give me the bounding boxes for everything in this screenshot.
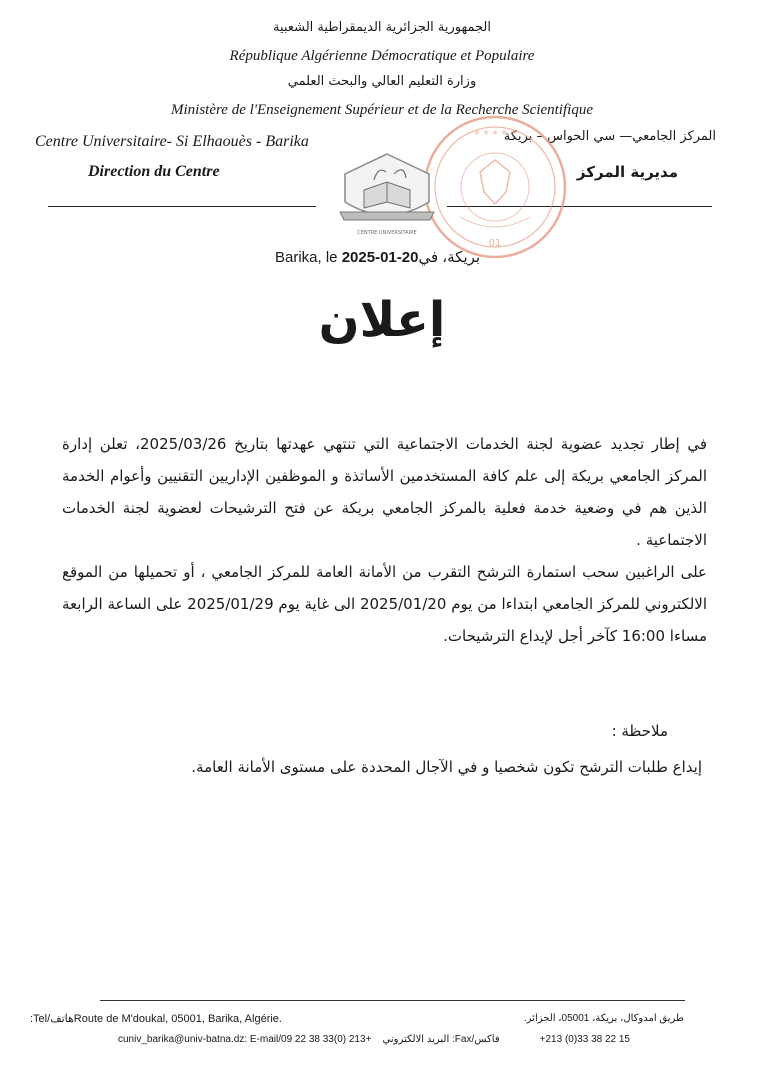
official-stamp-icon — [420, 112, 570, 262]
body-paragraph-1: في إطار تجديد عضوية لجنة الخدمات الاجتماعية التي تنتهي عهدتها بتاريخ 2025/03/26، تعلن إدارة المركز الجامعي بريكة إلى علم كافة المستخدمين الأساتذة و الموظفين الإداريين التقنيين وأعوام الخدمة الذين هم في وضعية خدمة فعلية بالمركز الجامعي بريكة عن فتح الترشيحات لعضوية لجنة الخدمات الاجتماعية . — [62, 435, 707, 549]
document-date — [275, 248, 480, 266]
footer-fax: +213 (0)33 38 22 09 :Fax/فاكس — [281, 1034, 500, 1045]
announcement-title: إعلان — [318, 292, 446, 348]
centre-name-arabic: المركز الجامعي— سي الحواس – بريكة — [503, 129, 716, 144]
direction-french: Direction du Centre — [88, 163, 220, 180]
footer-email-text: cuniv_barika@univ-batna.dz: E-mail/البريد الالكتروني — [118, 1034, 450, 1045]
centre-name-french: Centre Universitaire- Si Elhaouès - Barika — [35, 133, 309, 150]
date-prefix: Barika, le — [275, 249, 338, 266]
footer-rule — [100, 1000, 685, 1001]
footer-email — [118, 1034, 500, 1045]
svg-text:CENTRE UNIVERSITAIRE: CENTRE UNIVERSITAIRE — [357, 230, 417, 236]
announcement-body — [62, 428, 707, 652]
note-heading: ملاحظة : — [611, 722, 668, 740]
direction-arabic: مديرية المركز — [576, 163, 678, 181]
body-paragraph-2: على الراغبين سحب استمارة الترشح التقرب من الأمانة العامة للمركز الجامعي ، أو تحميلها من الموقع الالكتروني للمركز الجامعي ابتداءا من يوم 2025/01/20 الى غاية يوم 2025/01/29 على الساعة الرابعة مساءا 16:00 كآخر أجل لإيداع الترشيحات. — [62, 563, 707, 645]
republic-french: République Algérienne Démocratique et Populaire — [229, 48, 535, 64]
date-value: 2025-01-20 — [341, 249, 419, 266]
note-text: إيداع طلبات الترشح تكون شخصيا و في الآجال المحددة على مستوى الأمانة العامة. — [191, 758, 702, 776]
footer-address-french: :Tel/هاتفRoute de M'doukal, 05001, Barika, Algérie. — [30, 1013, 282, 1025]
university-logo-icon — [334, 150, 440, 240]
footer-tel: +213 (0)33 38 22 15 — [539, 1034, 630, 1045]
svg-text:* * * * *: * * * * * — [474, 128, 516, 141]
republic-arabic: الجمهورية الجزائرية الديمقراطية الشعبية — [273, 20, 491, 35]
date-suffix-arabic: بريكة، في — [418, 249, 481, 266]
footer-address-arabic: طريق امدوكال، بريكة، 05001، الجزائر. — [523, 1013, 684, 1024]
svg-text:01: 01 — [488, 238, 502, 249]
ministry-french: Ministère de l'Enseignement Supérieur et de la Recherche Scientifique — [171, 102, 593, 118]
ministry-arabic: وزارة التعليم العالي والبحث العلمي — [287, 74, 477, 89]
header-rule-left — [48, 206, 316, 207]
